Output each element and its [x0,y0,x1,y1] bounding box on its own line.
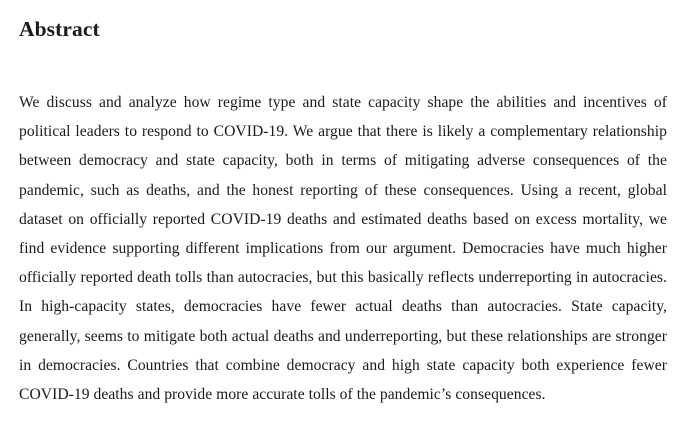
abstract-body: We discuss and analyze how regime type and state capacity shape the abilities and incentives of political leaders to respond to COVID-19. We argue that there is likely a complementary relationship between democracy and state capacity, both in terms of mitigating adverse consequences of the pandemic, such as deaths, and the honest reporting of these consequences. Using a recent, global dataset on officially reported COVID-19 deaths and estimated deaths based on excess mortality, we find evidence supporting different implications from our argument. Democracies have much higher officially reported death tolls than autocracies, but this basically reflects underreporting in autocracies. In high-capacity states, democracies have fewer actual deaths than autocracies. State capacity, generally, seems to mitigate both actual deaths and underreporting, but these relationships are stronger in democracies. Countries that combine democracy and high state capacity both experience fewer COVID-19 deaths and provide more accurate tolls of the pandemic’s consequences. [19,94,667,404]
abstract-heading: Abstract [19,17,100,41]
